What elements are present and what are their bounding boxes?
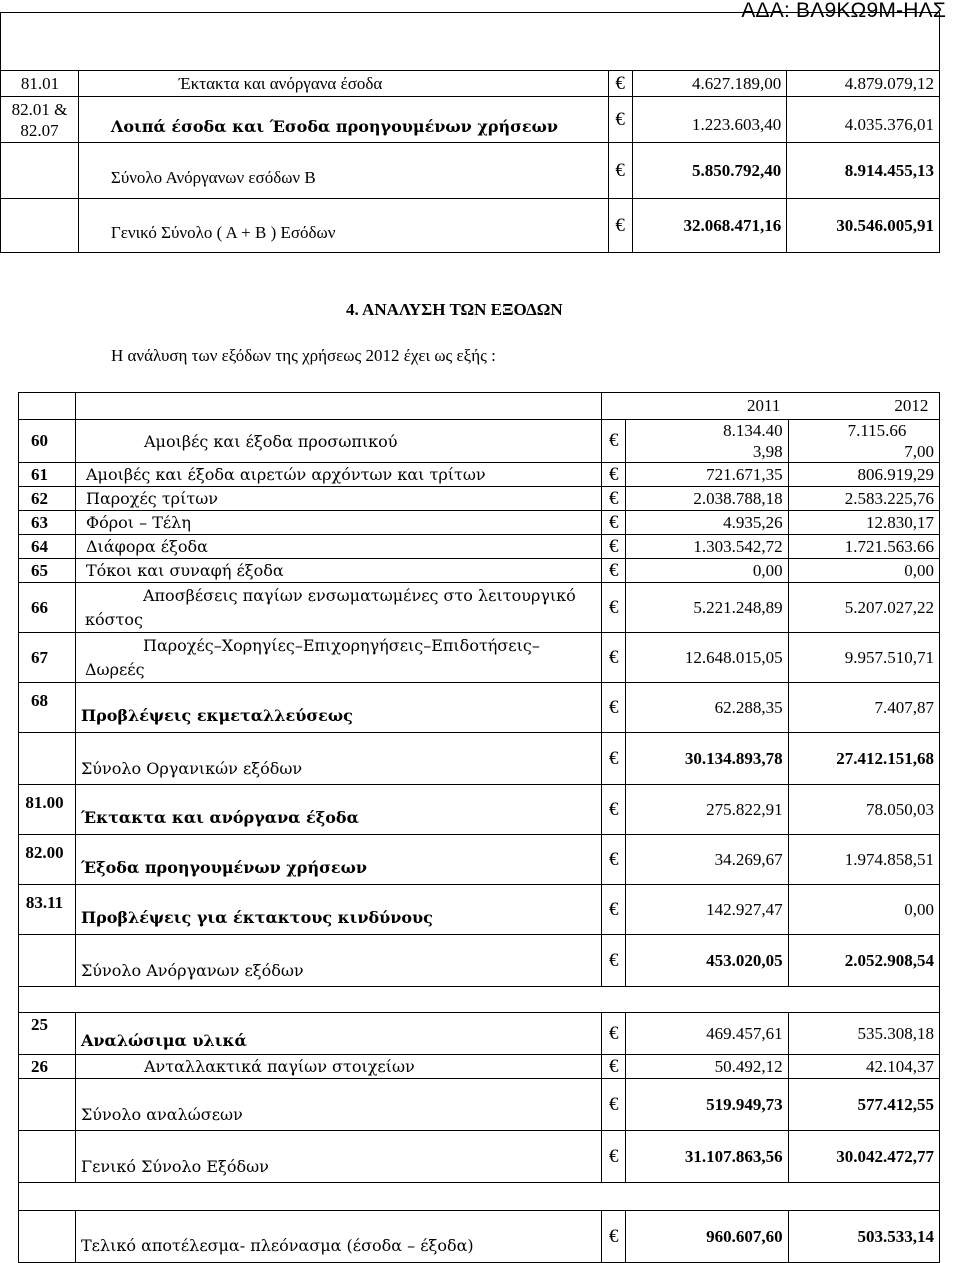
euro-sign: € bbox=[602, 733, 626, 785]
value-2012: 42.104,37 bbox=[788, 1055, 939, 1079]
row-code bbox=[1, 97, 79, 143]
value-2011: 469.457,61 bbox=[626, 1013, 789, 1055]
row-label: Ανταλλακτικά παγίων στοιχείων bbox=[75, 1055, 601, 1079]
grand-total-row bbox=[1, 199, 940, 253]
table-row bbox=[19, 1055, 940, 1079]
row-label-line1: Παροχές–Χορηγίες–Επιχορηγήσεις–Επιδοτήσεις– bbox=[142, 635, 540, 655]
subtotal-label: Σύνολο Ανόργανων εσόδων Β bbox=[78, 143, 608, 199]
value-2011: 32.068.471,16 bbox=[632, 199, 787, 253]
row-code: 66 bbox=[19, 583, 76, 633]
value-2011: 721.671,35 bbox=[626, 463, 789, 487]
value-2011: 12.648.015,05 bbox=[626, 633, 789, 683]
row-code: 63 bbox=[19, 511, 76, 535]
euro-sign: € bbox=[608, 199, 632, 253]
row-code: 25 bbox=[19, 1013, 76, 1055]
euro-sign: € bbox=[602, 785, 626, 835]
row-code-line1: 82.01 & bbox=[11, 99, 68, 119]
row-code: 81.01 bbox=[1, 71, 79, 97]
row-label: Αμοιβές και έξοδα αιρετών αρχόντων και τρίτων bbox=[75, 463, 601, 487]
row-code: 83.11 bbox=[19, 885, 76, 935]
row-label: Αναλώσιμα υλικά bbox=[75, 1013, 601, 1055]
row-code: 65 bbox=[19, 559, 76, 583]
row-code: 67 bbox=[19, 633, 76, 683]
row-label: Έκτακτα και ανόργανα έξοδα bbox=[75, 785, 601, 835]
year-2012: 2012 bbox=[894, 396, 929, 415]
value-2012: 535.308,18 bbox=[788, 1013, 939, 1055]
row-code: 61 bbox=[19, 463, 76, 487]
years-header-row bbox=[19, 393, 940, 420]
section-intro: Η ανάλυση των εξόδων της χρήσεως 2012 έχει ως εξής : bbox=[111, 346, 496, 365]
value-2012: 4.035.376,01 bbox=[787, 97, 940, 143]
euro-sign: € bbox=[608, 143, 632, 199]
euro-sign: € bbox=[602, 463, 626, 487]
value-2012: 1.721.563.66 bbox=[788, 535, 939, 559]
value-2012: 4.879.079,12 bbox=[787, 71, 940, 97]
table-row bbox=[19, 683, 940, 733]
row-code: 60 bbox=[19, 420, 76, 463]
result-label: Τελικό αποτέλεσμα- πλεόνασμα (έσοδα – έξοδα) bbox=[75, 1211, 601, 1263]
table-row bbox=[19, 633, 940, 683]
euro-sign: € bbox=[608, 97, 632, 143]
consumption-total-row bbox=[19, 1079, 940, 1131]
value-2011: 30.134.893,78 bbox=[626, 733, 789, 785]
value-2011: 5.221.248,89 bbox=[626, 583, 789, 633]
euro-sign: € bbox=[602, 683, 626, 733]
euro-sign: € bbox=[602, 885, 626, 935]
table-row bbox=[1, 97, 940, 143]
value-2012: 0,00 bbox=[788, 885, 939, 935]
value-2012: 0,00 bbox=[788, 559, 939, 583]
row-code: 64 bbox=[19, 535, 76, 559]
value-2011: 2.038.788,18 bbox=[626, 487, 789, 511]
inorganic-total-label: Σύνολο Ανόργανων εξόδων bbox=[75, 935, 601, 987]
euro-sign: € bbox=[602, 420, 626, 463]
ada-header: ΑΔΑ: ΒΛ9ΚΩ9Μ-ΗΛΣ bbox=[741, 0, 946, 22]
row-label-line1: Αποσβέσεις παγίων ενσωματωμένες στο λειτουργικό bbox=[142, 585, 576, 605]
value-2012-part1: 7.115.66 bbox=[847, 421, 907, 440]
value-2011: 5.850.792,40 bbox=[632, 143, 787, 199]
inorganic-total-row bbox=[19, 935, 940, 987]
value-2011: 62.288,35 bbox=[626, 683, 789, 733]
row-code: 82.00 bbox=[19, 835, 76, 885]
value-2012: 806.919,29 bbox=[788, 463, 939, 487]
grand-total-label: Γενικό Σύνολο ( Α + Β ) Εσόδων bbox=[78, 199, 608, 253]
table-row bbox=[19, 583, 940, 633]
row-code: 68 bbox=[19, 683, 76, 733]
value-2012: 12.830,17 bbox=[788, 511, 939, 535]
value-2012: 30.546.005,91 bbox=[787, 199, 940, 253]
grand-total-label: Γενικό Σύνολο Εξόδων bbox=[75, 1131, 601, 1183]
euro-sign: € bbox=[602, 1013, 626, 1055]
row-code: 26 bbox=[19, 1055, 76, 1079]
grand-total-row bbox=[19, 1131, 940, 1183]
value-2011-part2: 3,98 bbox=[752, 442, 783, 461]
row-label: Φόροι – Τέλη bbox=[75, 511, 601, 535]
row-label: Διάφορα έξοδα bbox=[75, 535, 601, 559]
value-2011-part1: 8.134.40 bbox=[723, 421, 783, 440]
value-2012: 2.052.908,54 bbox=[788, 935, 939, 987]
value-2012: 30.042.472,77 bbox=[788, 1131, 939, 1183]
table-row bbox=[19, 535, 940, 559]
value-2012: 1.974.858,51 bbox=[788, 835, 939, 885]
euro-sign: € bbox=[602, 1211, 626, 1263]
row-label: Αμοιβές και έξοδα προσωπικού bbox=[75, 420, 601, 463]
table-row bbox=[19, 511, 940, 535]
table-row bbox=[19, 1013, 940, 1055]
value-2011: 4.627.189,00 bbox=[632, 71, 787, 97]
row-label-line2: Δωρεές bbox=[84, 659, 145, 679]
value-2011: 4.935,26 bbox=[626, 511, 789, 535]
row-label: Έξοδα προηγουμένων χρήσεων bbox=[75, 835, 601, 885]
row-label-line2: κόστος bbox=[84, 609, 143, 629]
euro-sign: € bbox=[602, 511, 626, 535]
expense-table bbox=[18, 392, 940, 1263]
value-2012: 8.914.455,13 bbox=[787, 143, 940, 199]
row-label: Λοιπά έσοδα και Έσοδα προηγουμένων χρήσεων bbox=[78, 97, 608, 143]
table-row bbox=[19, 835, 940, 885]
value-2012: 5.207.027,22 bbox=[788, 583, 939, 633]
row-code: 62 bbox=[19, 487, 76, 511]
table-row bbox=[19, 463, 940, 487]
organic-total-row bbox=[19, 733, 940, 785]
row-label: Προβλέψεις εκμεταλλεύσεως bbox=[75, 683, 601, 733]
organic-total-label: Σύνολο Οργανικών εξόδων bbox=[75, 733, 601, 785]
value-2012: 7.407,87 bbox=[788, 683, 939, 733]
euro-sign: € bbox=[608, 71, 632, 97]
row-label: Τόκοι και συναφή έξοδα bbox=[75, 559, 601, 583]
subtotal-row bbox=[1, 143, 940, 199]
value-2011: 31.107.863,56 bbox=[626, 1131, 789, 1183]
value-2011: 275.822,91 bbox=[626, 785, 789, 835]
row-label: Έκτακτα και ανόργανα έσοδα bbox=[78, 71, 608, 97]
value-2011: 50.492,12 bbox=[626, 1055, 789, 1079]
value-2012: 2.583.225,76 bbox=[788, 487, 939, 511]
value-2011: 1.303.542,72 bbox=[626, 535, 789, 559]
table-row bbox=[19, 885, 940, 935]
table-row bbox=[19, 487, 940, 511]
row-code: 81.00 bbox=[19, 785, 76, 835]
value-2011: 453.020,05 bbox=[626, 935, 789, 987]
result-row bbox=[19, 1211, 940, 1263]
euro-sign: € bbox=[602, 559, 626, 583]
value-2012: 577.412,55 bbox=[788, 1079, 939, 1131]
year-2011: 2011 bbox=[746, 396, 781, 415]
euro-sign: € bbox=[602, 633, 626, 683]
value-2012: 27.412.151,68 bbox=[788, 733, 939, 785]
value-2012: 503.533,14 bbox=[788, 1211, 939, 1263]
row-label: Προβλέψεις για έκτακτους κινδύνους bbox=[75, 885, 601, 935]
value-2011: 519.949,73 bbox=[626, 1079, 789, 1131]
value-2012-part2: 7,00 bbox=[904, 442, 934, 461]
euro-sign: € bbox=[602, 935, 626, 987]
revenue-table bbox=[0, 12, 940, 253]
value-2011: 0,00 bbox=[626, 559, 789, 583]
value-2011: 960.607,60 bbox=[626, 1211, 789, 1263]
euro-sign: € bbox=[602, 1079, 626, 1131]
spacer-row bbox=[19, 987, 940, 1013]
row-label: Παροχές τρίτων bbox=[75, 487, 601, 511]
value-2012: 9.957.510,71 bbox=[788, 633, 939, 683]
table-row bbox=[1, 71, 940, 97]
euro-sign: € bbox=[602, 487, 626, 511]
value-2012: 78.050,03 bbox=[788, 785, 939, 835]
euro-sign: € bbox=[602, 535, 626, 559]
consumption-total-label: Σύνολο αναλώσεων bbox=[75, 1079, 601, 1131]
table-row bbox=[19, 559, 940, 583]
euro-sign: € bbox=[602, 583, 626, 633]
euro-sign: € bbox=[602, 835, 626, 885]
value-2011: 142.927,47 bbox=[626, 885, 789, 935]
row-code-line2: 82.07 bbox=[20, 120, 59, 140]
section-heading: 4. ΑΝΑΛΥΣΗ ΤΩΝ ΕΞΟΔΩΝ bbox=[346, 300, 563, 319]
value-2011: 1.223.603,40 bbox=[632, 97, 787, 143]
table-row bbox=[19, 785, 940, 835]
table-row bbox=[19, 420, 940, 463]
euro-sign: € bbox=[602, 1131, 626, 1183]
value-2011: 34.269,67 bbox=[626, 835, 789, 885]
revenue-top-blank-row bbox=[1, 13, 940, 71]
spacer-row bbox=[19, 1183, 940, 1211]
euro-sign: € bbox=[602, 1055, 626, 1079]
